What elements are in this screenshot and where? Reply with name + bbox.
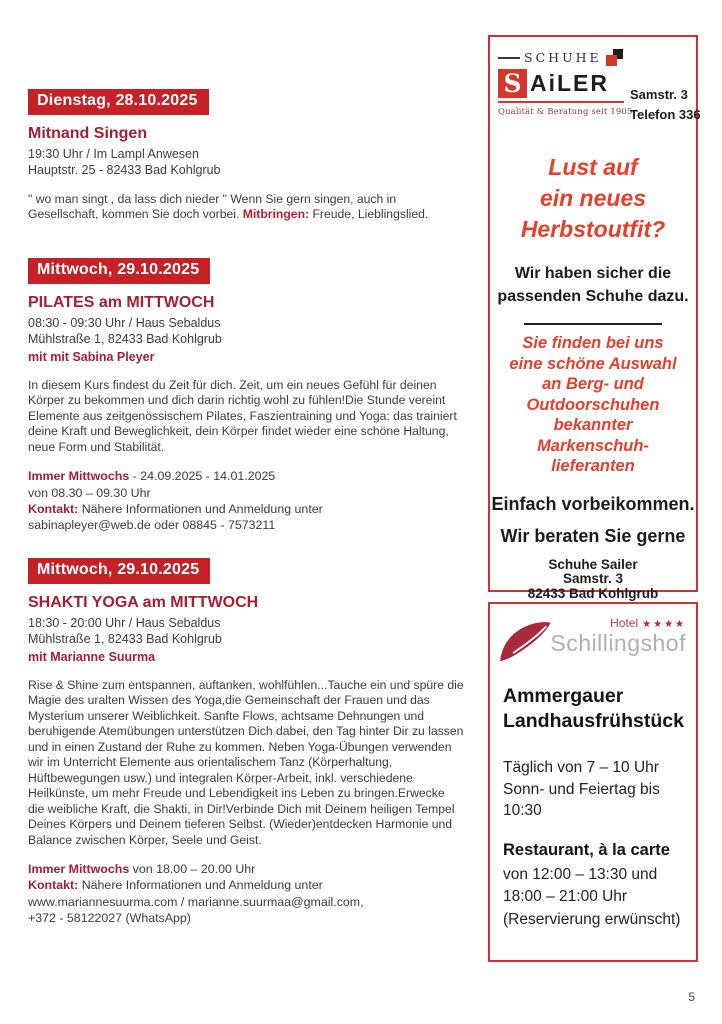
info-row bbox=[28, 517, 464, 533]
hotel-ad-title: Ammergauer Landhausfrühstück bbox=[503, 685, 684, 732]
event-address: Mühlstraße 1, 82433 Bad Kohlgrub bbox=[28, 332, 222, 347]
event-organizer: mit mit Sabina Pleyer bbox=[28, 349, 155, 364]
event-title: PILATES am MITTWOCH bbox=[28, 294, 215, 311]
event-time-location: 18:30 - 20:00 Uhr / Haus Sebaldus bbox=[28, 616, 221, 630]
info-row bbox=[28, 468, 464, 484]
sailer-logo-rest: AiLER bbox=[530, 70, 609, 96]
event-address: Hauptstr. 25 - 82433 Bad Kohlgrub bbox=[28, 163, 221, 178]
date-banner: Mittwoch, 29.10.2025 bbox=[28, 258, 210, 284]
info-text: - 24.09.2025 - 14.01.2025 bbox=[129, 469, 276, 484]
info-text: von 08.30 – 09.30 Uhr bbox=[28, 485, 151, 500]
sailer-street: Samstr. 3 bbox=[630, 87, 688, 102]
hotel-label: Hotel bbox=[610, 616, 639, 630]
description-label: Mitbringen: bbox=[242, 206, 310, 221]
sailer-logo-name bbox=[498, 69, 624, 98]
event-info-block bbox=[28, 861, 464, 927]
info-row bbox=[28, 894, 464, 910]
date-banner: Dienstag, 28.10.2025 bbox=[28, 89, 209, 115]
logo-rule bbox=[498, 57, 520, 59]
info-label: Immer Mittwochs bbox=[28, 469, 130, 484]
restaurant-title: Restaurant, à la carte bbox=[503, 840, 670, 859]
description-text: " wo man singt , da lass dich nieder " Wenn Sie gern singen, auch in Gesellschaft, kommen Sie doch vorbei. bbox=[28, 191, 397, 221]
breakfast-hours: Täglich von 7 – 10 Uhr Sonn- und Feiertag bis 10:30 bbox=[503, 759, 660, 819]
event-title: SHAKTI YOGA am MITTWOCH bbox=[28, 594, 259, 611]
date-banner: Mittwoch, 29.10.2025 bbox=[28, 558, 210, 584]
event-title: Mitnand Singen bbox=[28, 125, 148, 142]
info-row bbox=[28, 861, 464, 877]
event-section-shakti-yoga bbox=[28, 558, 464, 927]
page-number: 5 bbox=[688, 990, 695, 1004]
overlapping-squares-icon bbox=[606, 49, 624, 66]
info-row bbox=[28, 501, 464, 517]
event-time-location: 08:30 - 09:30 Uhr / Haus Sebaldus bbox=[28, 316, 221, 330]
info-label: Kontakt: bbox=[28, 501, 79, 516]
info-text: Nähere Informationen und Anmeldung unter bbox=[78, 878, 323, 893]
event-info-block bbox=[28, 468, 464, 534]
sailer-logo-initial: S bbox=[498, 69, 527, 98]
feather-icon bbox=[498, 618, 554, 664]
info-contact-phone: +372 - 58122027 (WhatsApp) bbox=[28, 911, 191, 926]
star-rating-icon: ★★★★ bbox=[642, 619, 686, 630]
hotel-name: Schillingshof bbox=[550, 630, 686, 656]
info-contact-web: www.mariannesuurma.com / marianne.suurmaa@gmail.com, bbox=[28, 894, 364, 909]
sailer-phone: Telefon 336 bbox=[630, 107, 701, 123]
info-text: Nähere Informationen und Anmeldung unter bbox=[78, 501, 323, 516]
event-description: In diesem Kurs findest du Zeit für dich. Zeit, um ein neues Gefühl für deinen Körper zu bekommen und dich darin richtig wohl zu fühlen!Die Stunde vereint Elemente aus zeitgenössischem Pilates, Faszientraining und Yoga: das trainiert deine Kraft und Beweglichkeit, dein Körper findet wieder eine schöne Haltung, neue Form und Stabilität. bbox=[28, 377, 457, 454]
info-contact-email: sabinapleyer@web.de oder 08845 - 7573211 bbox=[28, 518, 276, 533]
sailer-promo-text: Sie finden bei uns eine schöne Auswahl an Berg- und Outdoorschuhen bekannter Markenschuh- lieferanten bbox=[509, 334, 677, 476]
info-row bbox=[28, 910, 464, 926]
divider-line bbox=[524, 323, 662, 325]
sailer-address-top bbox=[630, 85, 701, 125]
sailer-logo-schuhe: SCHUHE bbox=[524, 50, 602, 65]
sailer-headline: Lust auf ein neues Herbstoutfit? bbox=[520, 154, 666, 243]
schuhe-sailer-ad bbox=[488, 35, 701, 601]
event-section-mitnand-singen bbox=[28, 89, 464, 222]
info-text: von 18.00 – 20.00 Uhr bbox=[129, 862, 256, 877]
info-label: Kontakt: bbox=[28, 878, 79, 893]
hotel-schillingshof-ad bbox=[488, 602, 698, 962]
description-text-after: Freude, Lieblingslied. bbox=[309, 206, 429, 221]
info-row bbox=[28, 877, 464, 893]
event-organizer: mit Marianne Suurma bbox=[28, 649, 156, 664]
event-section-pilates bbox=[28, 258, 464, 534]
logo-underline bbox=[498, 101, 624, 103]
sailer-cta-line2: Wir beraten Sie gerne bbox=[500, 525, 686, 546]
schillingshof-logo bbox=[490, 604, 696, 668]
sailer-logo-row bbox=[490, 37, 701, 125]
event-description bbox=[28, 192, 464, 223]
sailer-logo-tagline: Qualität & Beratung seit 1905 bbox=[498, 106, 633, 116]
info-row bbox=[28, 485, 464, 501]
event-description: Rise & Shine zum entspannen, auftanken, wohlfühlen...Tauche ein und spüre die Magie des uralten Wissen des Yoga,die Gemeinschaft der Frauen und das Mysterium unserer Weiblichkeit. Sanfte Flows, achtsame Dehnungen und beruhigende Atemübungen unterstützen Dich dabei, den Tag hinter Dir zu lassen und in einen Zustand der Ruhe zu kommen. Neben Yoga-Übungen verwenden wir im Unterricht Elemente aus orientalischem Tanz (Körperhaltung, Hüftbewegungen usw.) und integralen Körper-Arbeit, inkl. verschiedene Heilkünste, um mehr Freude und Lebendigkeit ins Leben zu bringen.Erwecke die weibliche Kraft, die Shakti, in Dir!Verbinde Dich mit Deinem heiligen Tempel Deines Körpers und Deinem tieferen Selbst. (Wieder)entdecken Harmonie und Balance zwischen Körper, Seele und Geist. bbox=[28, 677, 464, 847]
event-time-location: 19:30 Uhr / Im Lampl Anwesen bbox=[28, 147, 199, 161]
sailer-subline: Wir haben sicher die passenden Schuhe dazu. bbox=[497, 265, 689, 306]
sailer-footer-address: Schuhe Sailer Samstr. 3 82433 Bad Kohlgrub bbox=[527, 556, 659, 601]
restaurant-hours: von 12:00 – 13:30 und 18:00 – 21:00 Uhr (Reservierung erwünscht) bbox=[503, 865, 681, 928]
schillingshof-logo-text bbox=[550, 614, 686, 657]
sailer-cta-line1: Einfach vorbeikommen. bbox=[491, 493, 695, 514]
sailer-logo bbox=[498, 49, 633, 125]
sailer-logo-top bbox=[498, 49, 624, 66]
event-address: Mühlstraße 1, 82433 Bad Kohlgrub bbox=[28, 632, 222, 647]
info-label: Immer Mittwochs bbox=[28, 862, 130, 877]
